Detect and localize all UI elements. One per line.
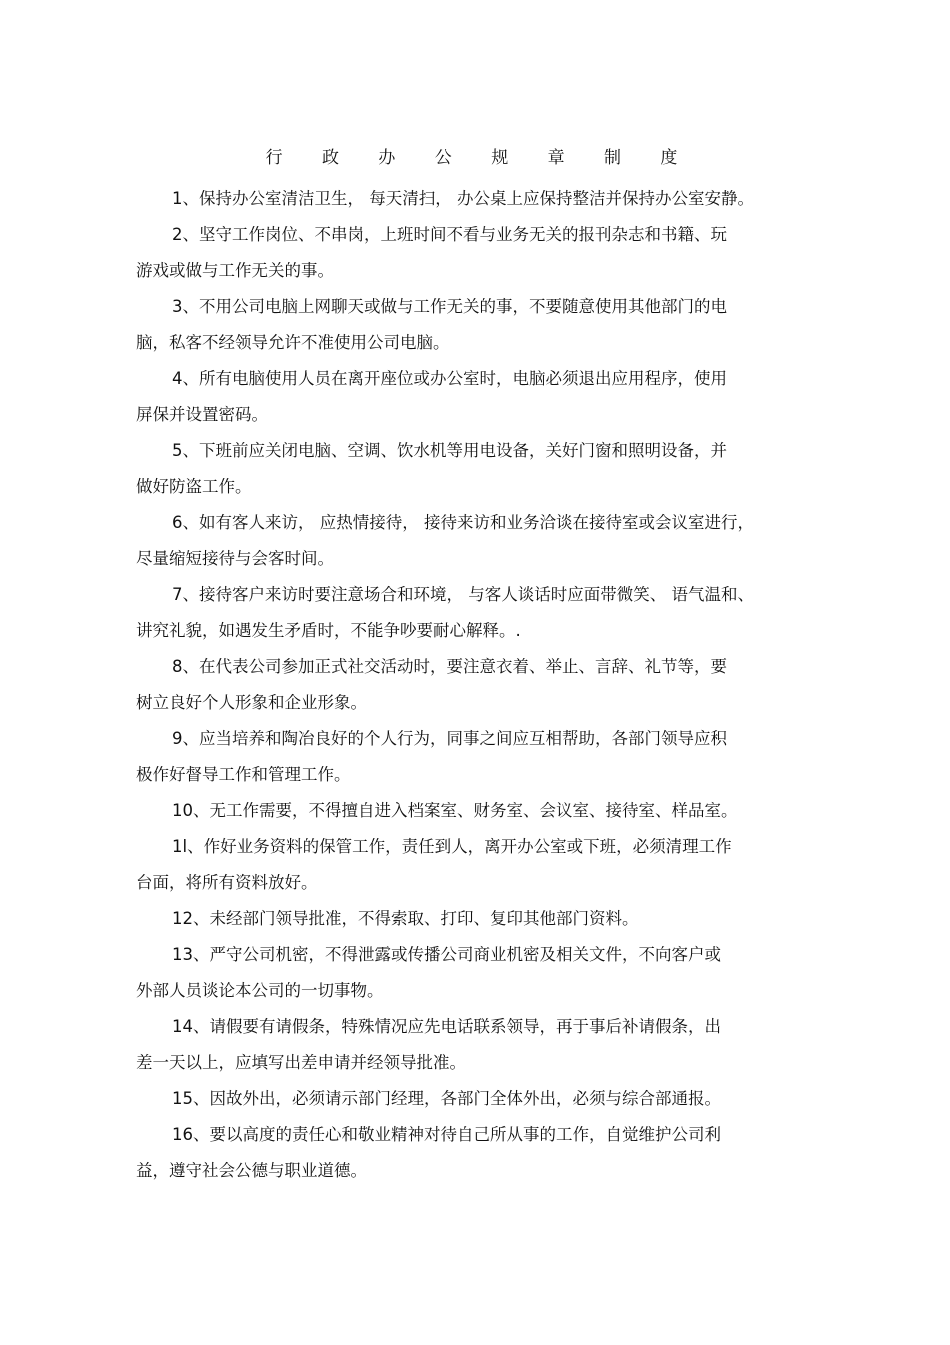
rule-line: 13、严守公司机密，不得泄露或传播公司商业机密及相关文件，不向客户或 <box>172 945 721 964</box>
rule-paragraph-1 <box>136 181 826 217</box>
document-body <box>136 181 826 1189</box>
rule-paragraph-12 <box>136 901 826 937</box>
rule-line: 讲究礼貌，如遇发生矛盾时，不能争吵要耐心解释。. <box>136 621 521 640</box>
rule-paragraph-8 <box>136 649 826 721</box>
rule-line: 12、未经部门领导批准，不得索取、打印、复印其他部门资料。 <box>172 909 639 928</box>
rule-paragraph-11 <box>136 829 826 901</box>
rule-paragraph-10 <box>136 793 826 829</box>
rule-line: 9、应当培养和陶冶良好的个人行为，同事之间应互相帮助，各部门领导应积 <box>172 729 727 748</box>
rule-line: 游戏或做与工作无关的事。 <box>136 261 334 280</box>
rule-line: 益，遵守社会公德与职业道德。 <box>136 1161 367 1180</box>
rule-line: 6、如有客人来访， 应热情接待， 接待来访和业务洽谈在接待室或会议室进行， <box>172 513 754 532</box>
rule-paragraph-16 <box>136 1117 826 1189</box>
rule-paragraph-2 <box>136 217 826 289</box>
rule-line: 2、坚守工作岗位、不串岗，上班时间不看与业务无关的报刊杂志和书籍、玩 <box>172 225 727 244</box>
rule-line: 4、所有电脑使用人员在离开座位或办公室时，电脑必须退出应用程序，使用 <box>172 369 727 388</box>
rule-line: 8、在代表公司参加正式社交活动时，要注意衣着、举止、言辞、礼节等，要 <box>172 657 727 676</box>
rule-paragraph-15 <box>136 1081 826 1117</box>
rule-line: 1、保持办公室清洁卫生， 每天清扫， 办公桌上应保持整洁并保持办公室安静。 <box>172 189 754 208</box>
rule-line: 15、因故外出，必须请示部门经理，各部门全体外出，必须与综合部通报。 <box>172 1089 721 1108</box>
rule-line: 14、请假要有请假条，特殊情况应先电话联系领导，再于事后补请假条，出 <box>172 1017 721 1036</box>
rule-paragraph-6 <box>136 505 826 577</box>
rule-paragraph-9 <box>136 721 826 793</box>
rule-paragraph-7 <box>136 577 826 649</box>
rule-line: 7、接待客户来访时要注意场合和环境， 与客人谈话时应面带微笑、 语气温和、 <box>172 585 754 604</box>
rule-line: 做好防盗工作。 <box>136 477 252 496</box>
rule-line: 树立良好个人形象和企业形象。 <box>136 693 367 712</box>
rule-line: 差一天以上，应填写出差申请并经领导批准。 <box>136 1053 466 1072</box>
rule-paragraph-4 <box>136 361 826 433</box>
rule-line: 16、要以高度的责任心和敬业精神对待自己所从事的工作，自觉维护公司利 <box>172 1125 721 1144</box>
rule-line: 外部人员谈论本公司的一切事物。 <box>136 981 384 1000</box>
document-title: 行 政 办 公 规 章 制 度 <box>265 148 695 168</box>
rule-paragraph-14 <box>136 1009 826 1081</box>
rule-paragraph-5 <box>136 433 826 505</box>
rule-line: 脑，私客不经领导允许不准使用公司电脑。 <box>136 333 450 352</box>
rule-line: 3、不用公司电脑上网聊天或做与工作无关的事，不要随意使用其他部门的电 <box>172 297 727 316</box>
rule-line: 极作好督导工作和管理工作。 <box>136 765 351 784</box>
rule-paragraph-3 <box>136 289 826 361</box>
rule-paragraph-13 <box>136 937 826 1009</box>
rule-line: 5、下班前应关闭电脑、空调、饮水机等用电设备，关好门窗和照明设备，并 <box>172 441 727 460</box>
rule-line: 1l、作好业务资料的保管工作，责任到人，离开办公室或下班，必须清理工作 <box>172 837 732 856</box>
rule-line: 台面，将所有资料放好。 <box>136 873 318 892</box>
rule-line: 屏保并设置密码。 <box>136 405 268 424</box>
rule-line: 尽量缩短接待与会客时间。 <box>136 549 334 568</box>
rule-line: 10、无工作需要，不得擅自进入档案室、财务室、会议室、接待室、样品室。 <box>172 801 738 820</box>
